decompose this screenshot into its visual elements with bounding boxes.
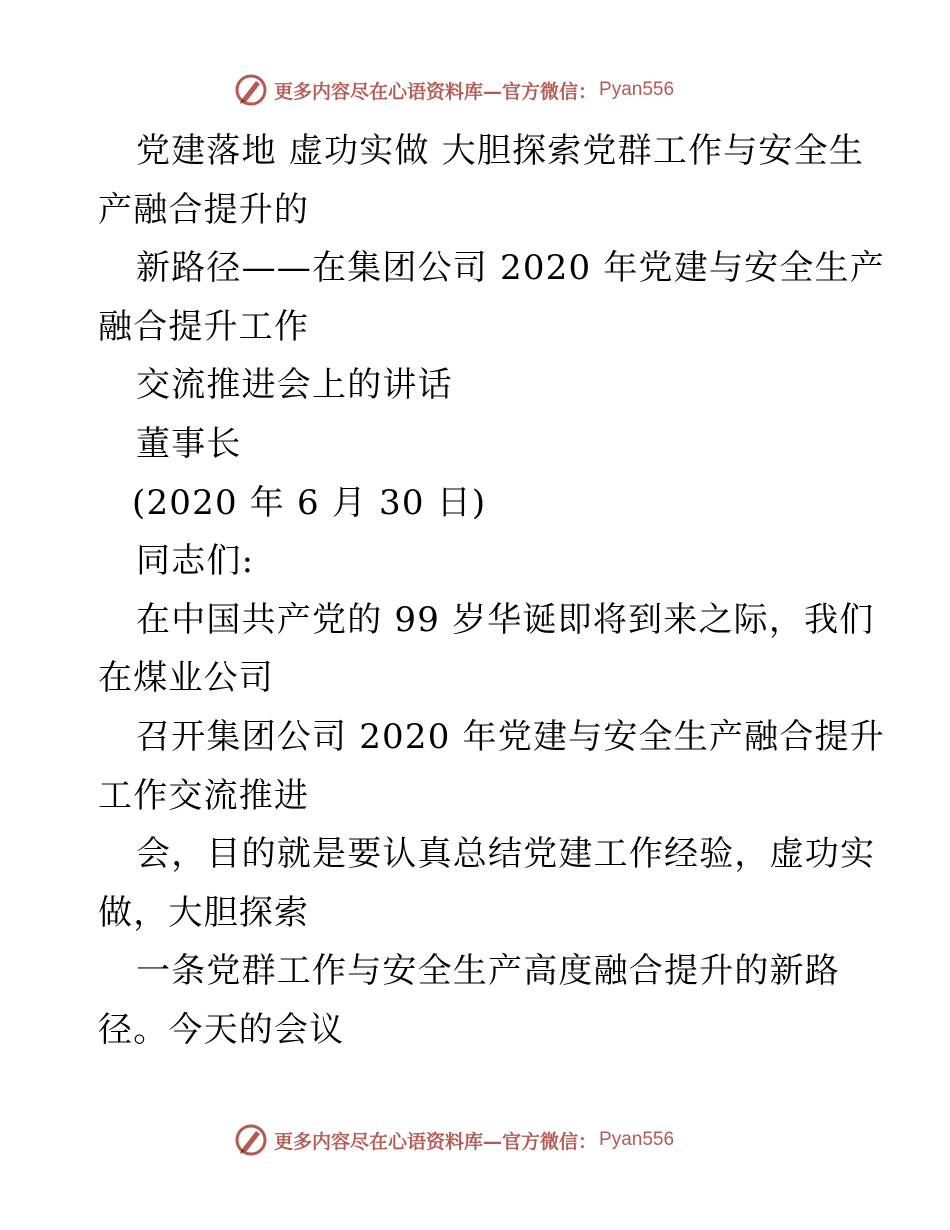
paragraph-line-7: 一条党群工作与安全生产高度融合提升的新路 xyxy=(136,951,840,992)
paragraph-line-4: 工作交流推进 xyxy=(98,775,310,816)
banner-wechat-id: Pyan556 xyxy=(599,79,675,100)
paragraph-line-3: 召开集团公司 2020 年党建与安全生产融合提升 xyxy=(136,716,885,757)
title-line-5: 交流推进会上的讲话 xyxy=(136,365,453,406)
footer-watermark-banner xyxy=(234,1122,674,1158)
paragraph-line-2: 在煤业公司 xyxy=(98,658,274,699)
title-line-1: 党建落地 虚功实做 大胆探索党群工作与安全生 xyxy=(136,131,865,171)
salutation-line: 同志们: xyxy=(136,541,255,582)
title-line-4: 融合提升工作 xyxy=(98,306,310,347)
document-body xyxy=(98,122,885,1060)
title-line-3: 新路径——在集团公司 2020 年党建与安全生产 xyxy=(136,248,885,289)
speaker-line: 董事长 xyxy=(136,423,242,464)
date-line: (2020 年 6 月 30 日) xyxy=(132,482,487,523)
header-watermark-banner xyxy=(234,72,674,108)
title-line-2: 产融合提升的 xyxy=(98,189,310,230)
pen-logo-icon xyxy=(234,73,268,107)
banner-text: 更多内容尽在心语资料库—官方微信： xyxy=(274,80,598,103)
paragraph-line-8: 径。今天的会议 xyxy=(98,1009,345,1050)
pen-logo-icon xyxy=(234,1123,268,1157)
paragraph-line-5: 会，目的就是要认真总结党建工作经验，虚功实 xyxy=(136,834,876,875)
paragraph-line-1: 在中国共产党的 99 岁华诞即将到来之际，我们 xyxy=(136,599,875,640)
banner-wechat-id: Pyan556 xyxy=(599,1129,675,1150)
paragraph-line-6: 做，大胆探索 xyxy=(98,892,310,933)
banner-text: 更多内容尽在心语资料库—官方微信： xyxy=(274,1130,598,1153)
